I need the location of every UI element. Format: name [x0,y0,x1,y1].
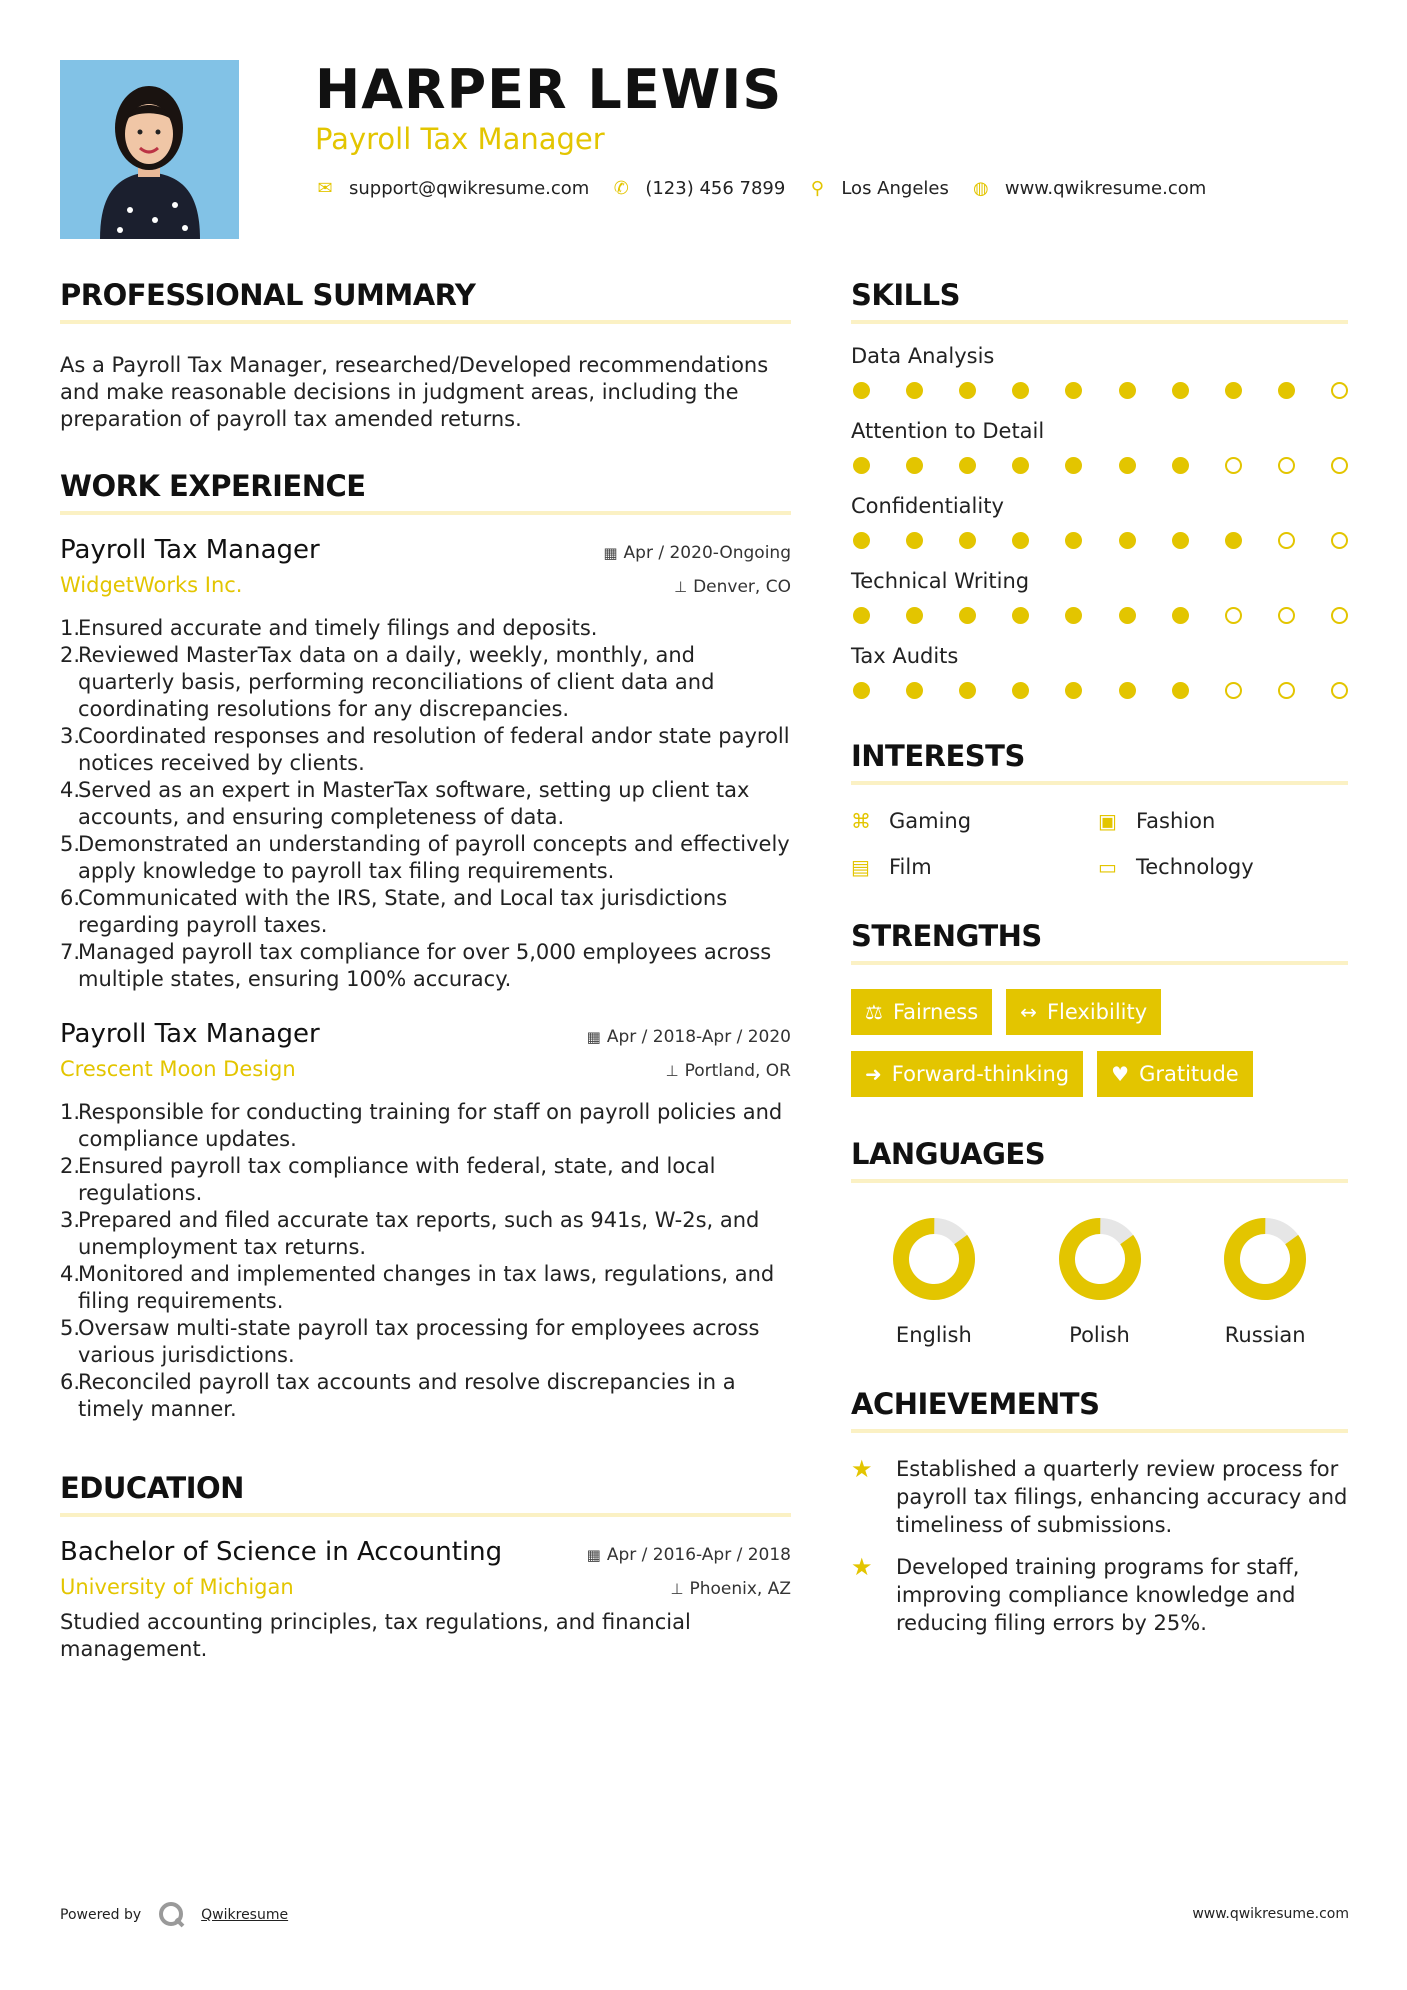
language-item [1182,1215,1348,1347]
interest-label: Gaming [889,809,972,833]
bullet-item: 1. Responsible for conducting training for staff on payroll policies and compliance updates. [60,1100,783,1151]
skill-rating [851,382,1348,399]
job-title: Payroll Tax Manager [60,1019,320,1049]
skill-dot [906,532,923,549]
job-dates-text: Apr / 2018-Apr / 2020 [606,1027,791,1047]
skill-dot [1331,382,1348,399]
skill-dot [1119,457,1136,474]
skill-dot [1331,457,1348,474]
skill-dot [906,607,923,624]
skill-dot [853,457,870,474]
strength-label: Flexibility [1046,1000,1148,1024]
degree-title: Bachelor of Science in Accounting [60,1537,503,1567]
pushpin-icon: ⊥ [670,1580,684,1598]
bullet-item: 7. Managed payroll tax compliance for over 5,000 employees across multiple states, ensuring 100% accuracy. [60,940,772,991]
bullet-item: 3. Prepared and filed accurate tax reports, such as 941s, W-2s, and unemployment tax returns. [60,1208,760,1259]
skill-dot [1172,532,1189,549]
achievements-heading: ACHIEVEMENTS [851,1387,1348,1433]
skill-dot [1225,682,1242,699]
skill-dot [1225,457,1242,474]
interest-label: Fashion [1136,809,1216,833]
skill-dot [1012,607,1029,624]
contact-phone[interactable] [611,178,785,199]
education-location [670,1579,791,1599]
skill-dot [1119,382,1136,399]
heart-icon: ♥ [1111,1062,1130,1086]
calendar-icon: ▦ [603,544,618,562]
skill-name: Technical Writing [851,569,1030,593]
skill-dot [1119,607,1136,624]
strength-tag [851,1051,1083,1097]
location-text: Los Angeles [841,178,949,199]
candidate-title: Payroll Tax Manager [315,122,605,156]
experience-heading: WORK EXPERIENCE [60,469,791,515]
job-location [674,577,791,597]
skill-dot [1278,607,1295,624]
skill-dot [1225,607,1242,624]
job-company: WidgetWorks Inc. [60,573,243,597]
education-description: Studied accounting principles, tax regulations, and financial management. [60,1610,691,1661]
interest-item [851,809,1098,833]
skill-rating [851,532,1348,549]
skill-dot [1119,532,1136,549]
job-dates [603,543,791,563]
star-icon: ★ [851,1455,873,1483]
job-dates-text: Apr / 2020-Ongoing [623,543,791,563]
film-icon: ▤ [851,855,870,879]
skill-dot [1331,532,1348,549]
skill-dot [1278,682,1295,699]
summary-heading: PROFESSIONAL SUMMARY [60,278,791,324]
language-item [851,1215,1017,1347]
arrows-horizontal-icon: ↔ [1020,1000,1037,1024]
skill-dot [906,382,923,399]
skill-dot [853,682,870,699]
skills-list [851,344,1348,699]
strength-tag [851,989,992,1035]
skill-dot [1225,382,1242,399]
skill-dot [906,682,923,699]
laptop-icon: ▭ [1098,855,1117,879]
skill-dot [1119,682,1136,699]
phone-icon: ✆ [613,178,629,199]
strength-label: Forward-thinking [891,1062,1070,1086]
skill-dot [959,532,976,549]
language-donut [1221,1215,1309,1303]
bullet-item: 2. Ensured payroll tax compliance with federal, state, and local regulations. [60,1154,716,1205]
interest-label: Film [889,855,932,879]
interests-list [851,809,1348,879]
school-name: University of Michigan [60,1575,294,1599]
skill-dot [1012,382,1029,399]
skill-dot [959,457,976,474]
skill-dot [1065,382,1082,399]
education-entry [60,1537,791,1663]
contact-location [807,178,949,199]
skill-dot [1172,682,1189,699]
left-column [60,278,791,1663]
skill-item [851,644,1348,699]
bullet-item: 1. Ensured accurate and timely filings and deposits. [60,616,598,640]
bullet-item: 5. Oversaw multi-state payroll tax processing for employees across various jurisdictions. [60,1316,760,1367]
job-bullets [60,615,791,993]
bullet-item: 6. Communicated with the IRS, State, and Local tax jurisdictions regarding payroll taxes. [60,886,728,937]
summary-text: As a Payroll Tax Manager, researched/Developed recommendations and make reasonable decisions in judgment areas, including the preparation of payroll tax amended returns. [60,353,769,431]
job-dates [587,1027,791,1047]
language-item [1017,1215,1183,1347]
gamepad-icon: ⌘ [851,809,871,833]
skill-dot [1278,382,1295,399]
skill-dot [959,607,976,624]
skill-name: Confidentiality [851,494,1004,518]
job-entry [60,1019,791,1423]
skill-rating [851,607,1348,624]
candidate-name: HARPER LEWIS [315,58,783,121]
contact-website[interactable] [971,178,1206,199]
skills-heading: SKILLS [851,278,1348,324]
powered-by-text: Powered by [60,1907,142,1923]
achievement-text: Established a quarterly review process for payroll tax filings, enhancing accuracy and timeliness of submissions. [896,1457,1348,1537]
skill-dot [1065,457,1082,474]
star-icon: ★ [851,1553,873,1581]
calendar-icon: ▦ [586,1028,601,1046]
job-title: Payroll Tax Manager [60,535,320,565]
achievement-item [851,1553,1348,1637]
bullet-item: 3. Coordinated responses and resolution of federal andor state payroll notices received by clients. [60,724,790,775]
skill-dot [906,457,923,474]
qwikresume-link[interactable]: Qwikresume [201,1907,289,1923]
skill-rating [851,682,1348,699]
achievement-text: Developed training programs for staff, improving compliance knowledge and reducing filing errors by 25%. [896,1555,1300,1635]
language-name: Polish [1069,1323,1130,1347]
interest-item [1098,855,1348,879]
strengths-list [851,989,1348,1097]
languages-heading: LANGUAGES [851,1137,1348,1183]
language-name: Russian [1224,1323,1306,1347]
achievement-item [851,1455,1348,1539]
bullet-item: 4. Served as an expert in MasterTax software, setting up client tax accounts, and ensuring completeness of data. [60,778,750,829]
skill-dot [1012,682,1029,699]
skill-dot [1172,607,1189,624]
pushpin-icon: ⊥ [674,578,688,596]
skill-name: Attention to Detail [851,419,1045,443]
education-dates [587,1545,791,1565]
skill-dot [1012,532,1029,549]
interest-item [1098,809,1348,833]
skill-dot [1225,532,1242,549]
calendar-icon: ▦ [586,1546,601,1564]
profile-photo [60,60,239,239]
skill-dot [959,382,976,399]
envelope-icon: ✉ [317,178,333,199]
job-company: Crescent Moon Design [60,1057,296,1081]
education-heading: EDUCATION [60,1471,791,1517]
skill-item [851,344,1348,399]
skill-dot [1331,607,1348,624]
skill-name: Tax Audits [851,644,959,668]
shopping-bag-icon: ▣ [1098,809,1117,833]
contact-email[interactable] [315,178,589,199]
bullet-item: 4. Monitored and implemented changes in tax laws, regulations, and filing requirements. [60,1262,775,1313]
right-column [851,278,1348,1637]
skill-name: Data Analysis [851,344,995,368]
job-entry [60,535,791,993]
skill-dot [853,382,870,399]
contact-bar [315,178,1228,199]
pushpin-icon: ⊥ [665,1062,679,1080]
language-donut [1056,1215,1144,1303]
job-location [666,1061,792,1081]
arrow-right-icon: ➜ [865,1062,882,1086]
skill-dot [1278,457,1295,474]
balance-scale-icon: ⚖ [865,1000,883,1024]
skill-dot [1065,532,1082,549]
language-donut [890,1215,978,1303]
skill-item [851,419,1348,474]
skill-dot [959,682,976,699]
skill-dot [1278,532,1295,549]
strength-tag [1006,989,1161,1035]
map-marker-icon: ⚲ [810,178,824,199]
skill-item [851,494,1348,549]
job-location-text: Denver, CO [693,577,791,597]
phone-text: (123) 456 7899 [645,178,786,199]
education-dates-text: Apr / 2016-Apr / 2018 [606,1545,791,1565]
interest-item [851,855,1098,879]
job-location-text: Portland, OR [684,1061,791,1081]
job-bullets [60,1099,791,1423]
languages-list [851,1215,1348,1347]
interest-label: Technology [1136,855,1254,879]
skill-dot [1065,682,1082,699]
bullet-item: 6. Reconciled payroll tax accounts and resolve discrepancies in a timely manner. [60,1370,736,1421]
skill-dot [1331,682,1348,699]
interests-heading: INTERESTS [851,739,1348,785]
footer-website[interactable]: www.qwikresume.com [1192,1906,1349,1922]
skill-dot [1065,607,1082,624]
footer-powered-by [60,1900,288,1930]
skill-rating [851,457,1348,474]
strength-label: Gratitude [1139,1062,1239,1086]
skill-dot [853,532,870,549]
language-name: English [895,1323,972,1347]
education-location-text: Phoenix, AZ [689,1579,791,1599]
website-text: www.qwikresume.com [1004,178,1207,199]
skill-dot [1172,382,1189,399]
strength-tag [1097,1051,1253,1097]
bullet-item: 5. Demonstrated an understanding of payroll concepts and effectively apply knowledge to payroll tax filing requirements. [60,832,790,883]
qwikresume-logo-icon [157,1900,187,1930]
skill-item [851,569,1348,624]
skill-dot [1172,457,1189,474]
strengths-heading: STRENGTHS [851,919,1348,965]
skill-dot [853,607,870,624]
email-text: support@qwikresume.com [349,178,590,199]
bullet-item: 2. Reviewed MasterTax data on a daily, weekly, monthly, and quarterly basis, performing reconciliations of client data and coordinating resolutions for any discrepancies. [60,643,715,721]
globe-icon: ◍ [972,178,989,199]
strength-label: Fairness [892,1000,979,1024]
skill-dot [1012,457,1029,474]
